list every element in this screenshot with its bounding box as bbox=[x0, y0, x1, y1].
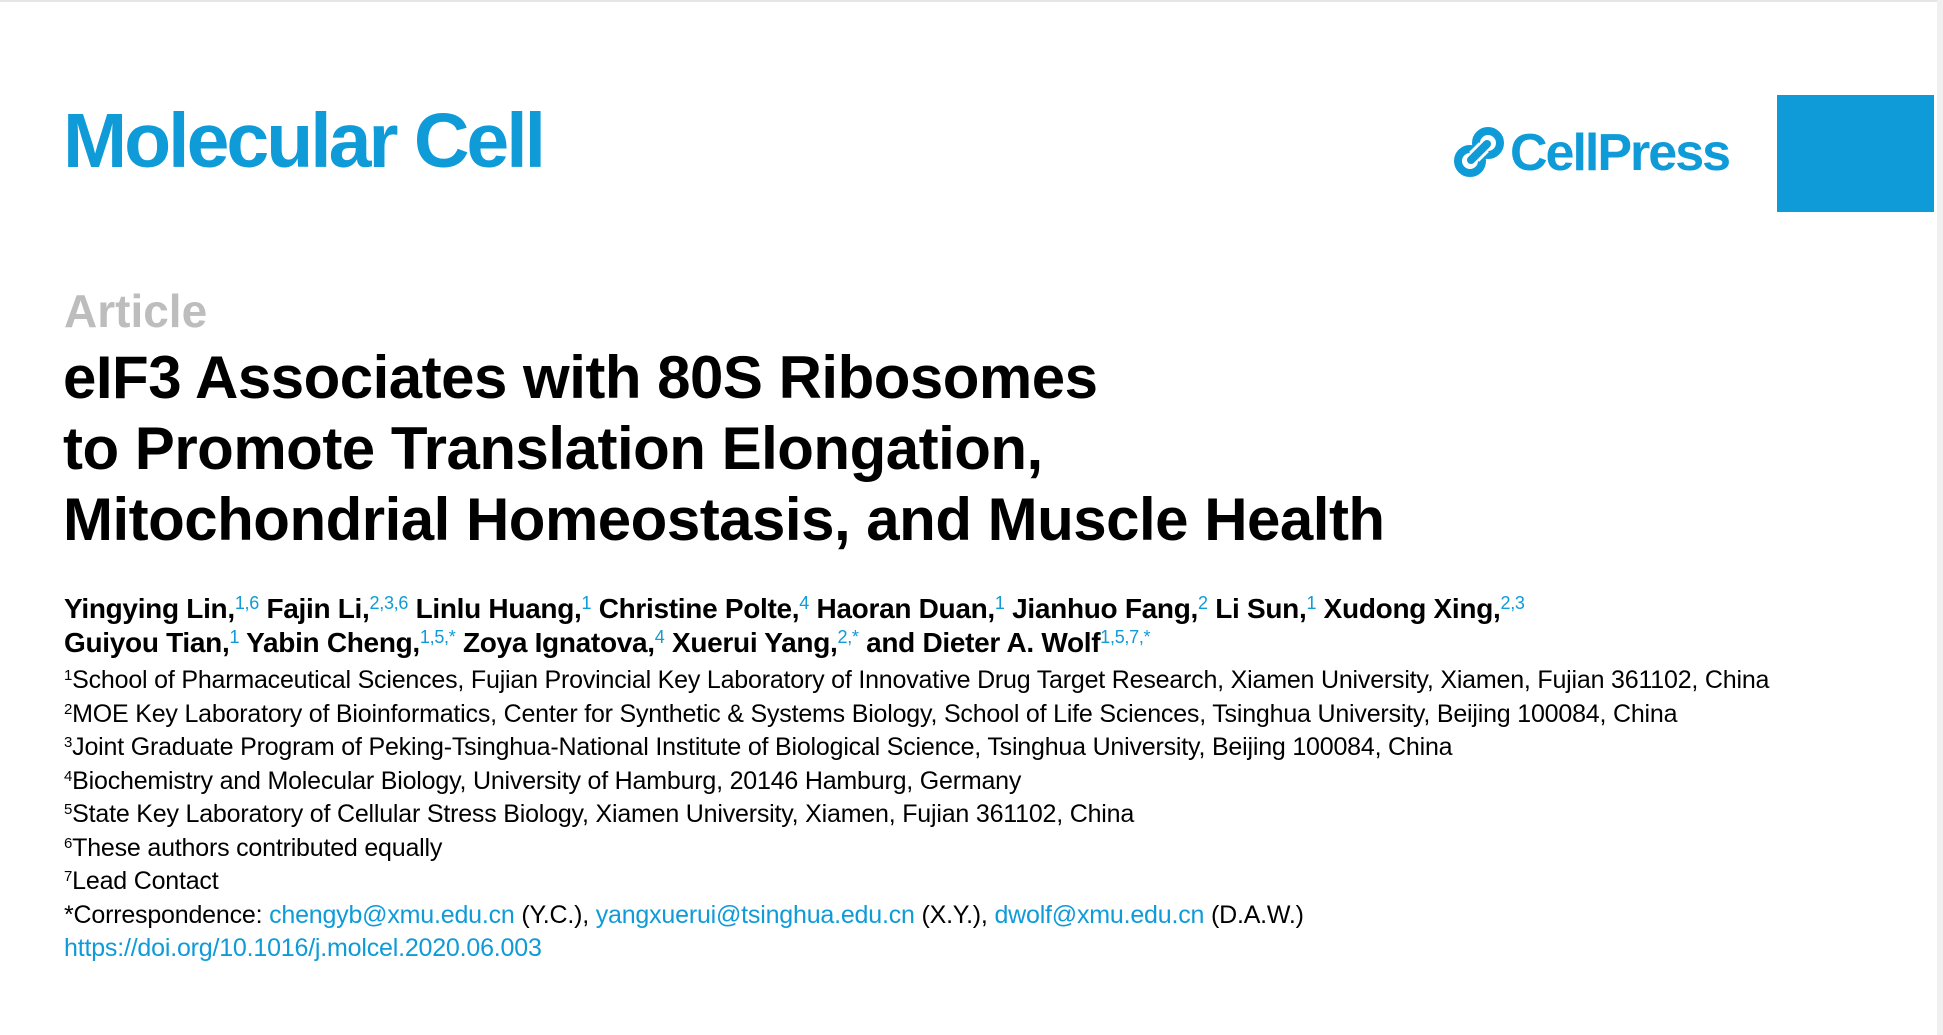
author-name: Christine Polte, bbox=[598, 593, 800, 624]
author-name: Guiyou Tian, bbox=[64, 627, 230, 658]
author-name: Li Sun, bbox=[1215, 593, 1307, 624]
author-name: Xudong Xing, bbox=[1323, 593, 1501, 624]
author-name: Zoya Ignatova, bbox=[462, 627, 655, 658]
author-affiliation-ref: 4 bbox=[799, 593, 809, 613]
correspondent-initials: (D.A.W.) bbox=[1204, 900, 1304, 929]
correspondent-initials: (X.Y.), bbox=[914, 900, 995, 929]
affiliation-item bbox=[64, 832, 1784, 866]
author-name: Jianhuo Fang, bbox=[1012, 593, 1199, 624]
author-affiliation-ref: 1 bbox=[581, 593, 592, 613]
affiliation-number: 5 bbox=[64, 801, 73, 818]
affiliation-text: State Key Laboratory of Cellular Stress Biology, Xiamen University, Xiamen, Fujian 361102, China bbox=[72, 800, 1135, 828]
author-affiliation-ref: 4 bbox=[654, 627, 665, 647]
author-name: Fajin Li, bbox=[266, 593, 370, 624]
author-name: Xuerui Yang, bbox=[671, 627, 838, 658]
affiliation-item bbox=[64, 798, 1784, 832]
top-border bbox=[0, 0, 1943, 2]
title-line: eIF3 Associates with 80S Ribosomes bbox=[63, 344, 1098, 411]
author-list bbox=[64, 592, 1784, 660]
doi-line bbox=[64, 932, 1784, 966]
affiliation-number: 4 bbox=[64, 767, 73, 785]
affiliation-number: 7 bbox=[64, 868, 73, 885]
author-name: Haoran Duan, bbox=[816, 593, 995, 624]
affiliations bbox=[64, 664, 1784, 966]
author-affiliation-ref: 2 bbox=[1198, 593, 1208, 613]
affiliation-number: 6 bbox=[64, 834, 73, 852]
title-line: to Promote Translation Elongation, bbox=[63, 415, 1043, 482]
affiliation-item bbox=[64, 698, 1784, 732]
doi-link[interactable]: https://doi.org/10.1016/j.molcel.2020.06.003 bbox=[64, 934, 542, 962]
affiliation-text: MOE Key Laboratory of Bioinformatics, Center for Synthetic & Systems Biology, School of Life Sciences, Tsinghua University, Beijing 100084, China bbox=[72, 699, 1678, 728]
affiliation-text: Joint Graduate Program of Peking-Tsinghua-National Institute of Biological Science, Tsinghua University, Beijing 100084, China bbox=[72, 733, 1453, 761]
author-affiliation-ref: 2,3 bbox=[1500, 593, 1525, 613]
correspondence-line bbox=[64, 899, 1784, 933]
affiliation-item bbox=[64, 865, 1784, 899]
affiliation-number: 2 bbox=[64, 700, 73, 718]
affiliation-text: Lead Contact bbox=[72, 867, 219, 895]
affiliation-number: 1 bbox=[64, 667, 73, 684]
affiliation-text: School of Pharmaceutical Sciences, Fujian Provincial Key Laboratory of Innovative Drug Target Research, Xiamen University, Xiamen, Fujian 361102, China bbox=[72, 666, 1770, 694]
author-name: and Dieter A. Wolf bbox=[866, 627, 1101, 658]
author-name: Yabin Cheng, bbox=[246, 627, 420, 658]
article-title bbox=[63, 342, 1663, 555]
author-affiliation-ref: 1 bbox=[229, 627, 240, 647]
affiliation-text: These authors contributed equally bbox=[72, 833, 443, 862]
journal-name: Molecular Cell bbox=[63, 98, 544, 184]
correspondent-initials: (Y.C.), bbox=[514, 900, 596, 929]
author-affiliation-ref: 2,* bbox=[837, 627, 859, 647]
email-link-yangxuerui[interactable]: yangxuerui@tsinghua.edu.cn bbox=[595, 900, 915, 929]
email-link-dwolf[interactable]: dwolf@xmu.edu.cn bbox=[994, 900, 1205, 929]
author-affiliation-ref: 1 bbox=[1306, 593, 1317, 613]
affiliation-text: Biochemistry and Molecular Biology, University of Hamburg, 20146 Hamburg, Germany bbox=[72, 766, 1022, 795]
author-affiliation-ref: 1,6 bbox=[234, 593, 259, 613]
author-affiliation-ref: 2,3,6 bbox=[369, 593, 409, 613]
affiliation-item bbox=[64, 765, 1784, 799]
title-line: Mitochondrial Homeostasis, and Muscle Health bbox=[63, 486, 1385, 553]
affiliation-item bbox=[64, 731, 1784, 765]
correspondence-label: *Correspondence: bbox=[64, 900, 270, 929]
author-name: Yingying Lin, bbox=[64, 593, 235, 624]
corner-color-block bbox=[1777, 95, 1934, 212]
author-name: Linlu Huang, bbox=[415, 593, 582, 624]
article-type-label: Article bbox=[64, 285, 208, 337]
page-edge-shadow bbox=[1937, 0, 1943, 1035]
affiliation-item bbox=[64, 664, 1784, 698]
affiliation-number: 3 bbox=[64, 734, 73, 751]
cellpress-logo-icon bbox=[1452, 125, 1508, 181]
author-affiliation-ref: 1,5,7,* bbox=[1100, 627, 1151, 647]
author-affiliation-ref: 1 bbox=[994, 593, 1005, 613]
email-link-chengyb[interactable]: chengyb@xmu.edu.cn bbox=[269, 900, 515, 929]
author-affiliation-ref: 1,5,* bbox=[419, 627, 456, 647]
cellpress-logo bbox=[1452, 125, 1729, 181]
publisher-name: CellPress bbox=[1510, 124, 1730, 182]
